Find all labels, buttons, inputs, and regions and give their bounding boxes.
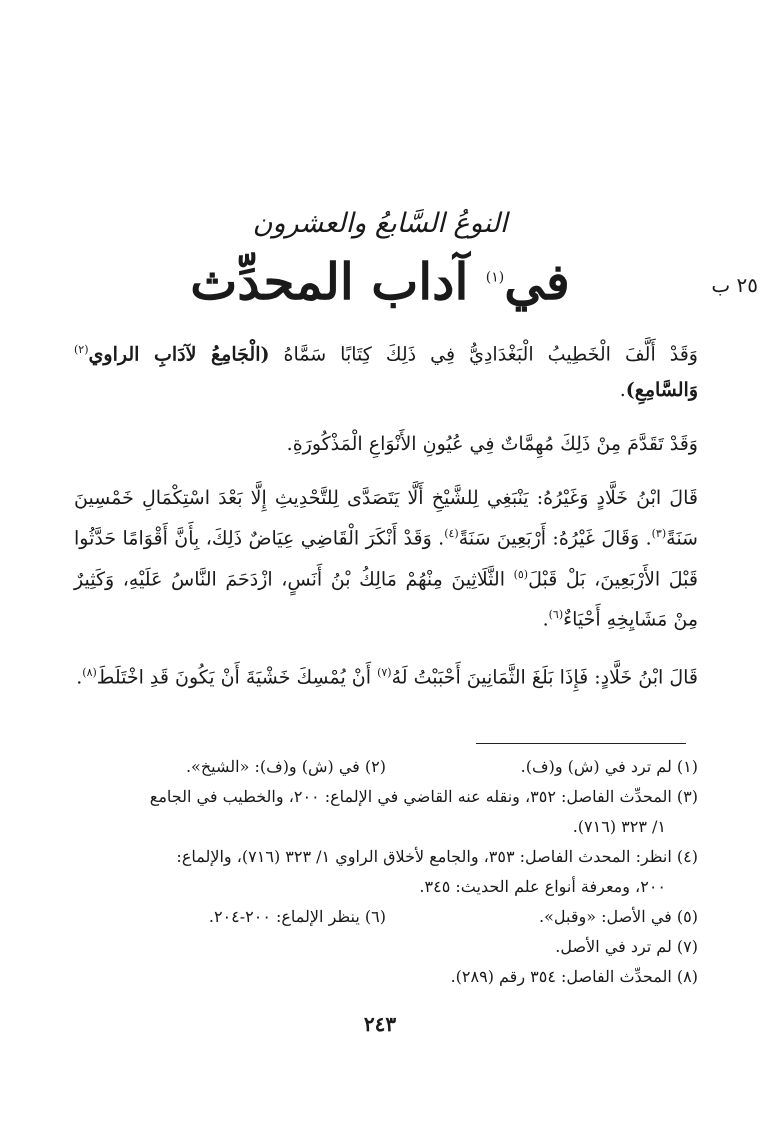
paragraph <box>74 655 698 695</box>
footnote-row <box>74 782 698 812</box>
footnote-ref: (٥) <box>513 567 529 581</box>
footnote-text: (٧) لم ترد في الأصل. <box>555 937 698 956</box>
footnote-ref: (٤) <box>444 527 459 541</box>
footnotes <box>74 752 698 992</box>
footnote-text: (١) لم ترد في (ش) و(ف). <box>520 757 698 776</box>
footnote-ref: (٦) <box>548 607 564 621</box>
footnote-ref: (٢) <box>74 343 89 356</box>
footnote-row <box>74 842 698 872</box>
footnote-ref: (٨) <box>82 666 97 680</box>
footnote-row <box>74 812 698 842</box>
footnote-row <box>74 962 698 992</box>
paragraph-text: الثَّلَاثِينَ مِنْهُمْ مَالِكُ بْنُ أَنَسٍ، ازْدَحَمَ النَّاسُ عَلَيْهِ، وَكَثِيرٌ مِنْ مَشَايِخِهِ أَحْيَاءٌ <box>74 567 698 631</box>
footnote-row <box>74 902 698 932</box>
footnote-text: ١/ ٣٢٣ (٧١٦). <box>572 817 666 836</box>
paragraph-text: . وَقَدْ أَنْكَرَ الْقَاضِي عِيَاضٌ ذَلِكَ، بِأَنَّ أَقْوَامًا حَدَّثُوا قَبْلَ الأَرْبَعِينَ، بَلْ قَبْلَ <box>74 527 698 590</box>
paragraph-text: وَقَدْ أَلَّفَ الْخَطِيبُ الْبَغْدَادِيُّ فِي ذَلِكَ كِتَابًا سَمَّاهُ <box>269 343 698 366</box>
paragraph-text: . <box>76 666 83 689</box>
chapter-number-heading: النوعُ السَّابعُ والعشرون <box>252 208 508 239</box>
paragraph <box>74 480 698 637</box>
chapter-title-prefix: في <box>504 252 570 311</box>
footnote-text: (٥) في الأصل: «وقبل». <box>539 907 698 926</box>
footnote-ref: (١) <box>485 269 505 286</box>
footnote-text: (٤) انظر: المحدث الفاصل: ٣٥٣، والجامع لأخلاق الراوي ١/ ٣٢٣ (٧١٦)، والإلماع: <box>176 847 698 866</box>
footnote-ref: (٣) <box>651 527 667 541</box>
footnote-text: (٢) في (ش) و(ف): «الشيخ». <box>185 757 386 776</box>
footnote-text: (٦) ينظر الإلماع: ٢٠٠-٢٠٤. <box>208 907 386 926</box>
chapter-title <box>0 252 760 311</box>
footnote-ref: (٧) <box>377 666 392 680</box>
footnote-text: ٢٠٠، ومعرفة أنواع علم الحديث: ٣٤٥. <box>419 877 666 896</box>
paragraph-text: . <box>619 379 626 402</box>
chapter-title-main: آداب المحدِّث <box>190 252 469 311</box>
book-title-text: (الْجَامِعُ لآدَابِ الراوي <box>88 343 270 366</box>
page-number: ٢٤٣ <box>363 1012 397 1036</box>
footnote-text: (٨) المحدِّث الفاصل: ٣٥٤ رقم (٢٨٩). <box>450 967 698 986</box>
footnote-row <box>74 872 698 902</box>
paragraph-text: قَالَ ابْنُ خَلَّادٍ: فَإِذَا بَلَغَ الثَّمَانِينَ أَحْبَبْتُ لَهُ <box>391 666 698 689</box>
paragraph <box>74 426 698 462</box>
paragraph-text: . وَقَالَ غَيْرُهُ: أَرْبَعِينَ سَنَةً <box>458 527 652 550</box>
book-title-text: وَالسَّامِعِ) <box>625 379 698 402</box>
paragraph-text: أَنْ يُمْسِكَ خَشْيَةَ أَنْ يَكُونَ قَدِ اخْتَلَطَ <box>96 666 378 689</box>
footnote-row <box>74 752 698 782</box>
paragraph-text: وَقَدْ تَقَدَّمَ مِنْ ذَلِكَ مُهِمَّاتٌ فِي عُيُونِ الأَنْوَاعِ الْمَذْكُورَةِ. <box>286 433 698 456</box>
paragraph-text: قَالَ ابْنُ خَلَّادٍ وَغَيْرُهُ: يَنْبَغِي لِلشَّيْخِ أَلَّا يَتَصَدَّى لِلتَّحْدِيثِ إِلَّا بَعْدَ اسْتِكْمَالِ خَمْسِينَ سَنَةً <box>74 487 698 550</box>
main-text <box>74 332 698 714</box>
paragraph-text: . <box>542 608 549 631</box>
footnote-separator <box>476 743 686 744</box>
paragraph <box>74 332 698 408</box>
footnote-text: (٣) المحدِّث الفاصل: ٣٥٢، ونقله عنه القاضي في الإلماع: ٢٠٠، والخطيب في الجامع <box>149 787 698 806</box>
manuscript-folio-note: ٢٥ ب <box>711 273 758 297</box>
footnote-row <box>74 932 698 962</box>
